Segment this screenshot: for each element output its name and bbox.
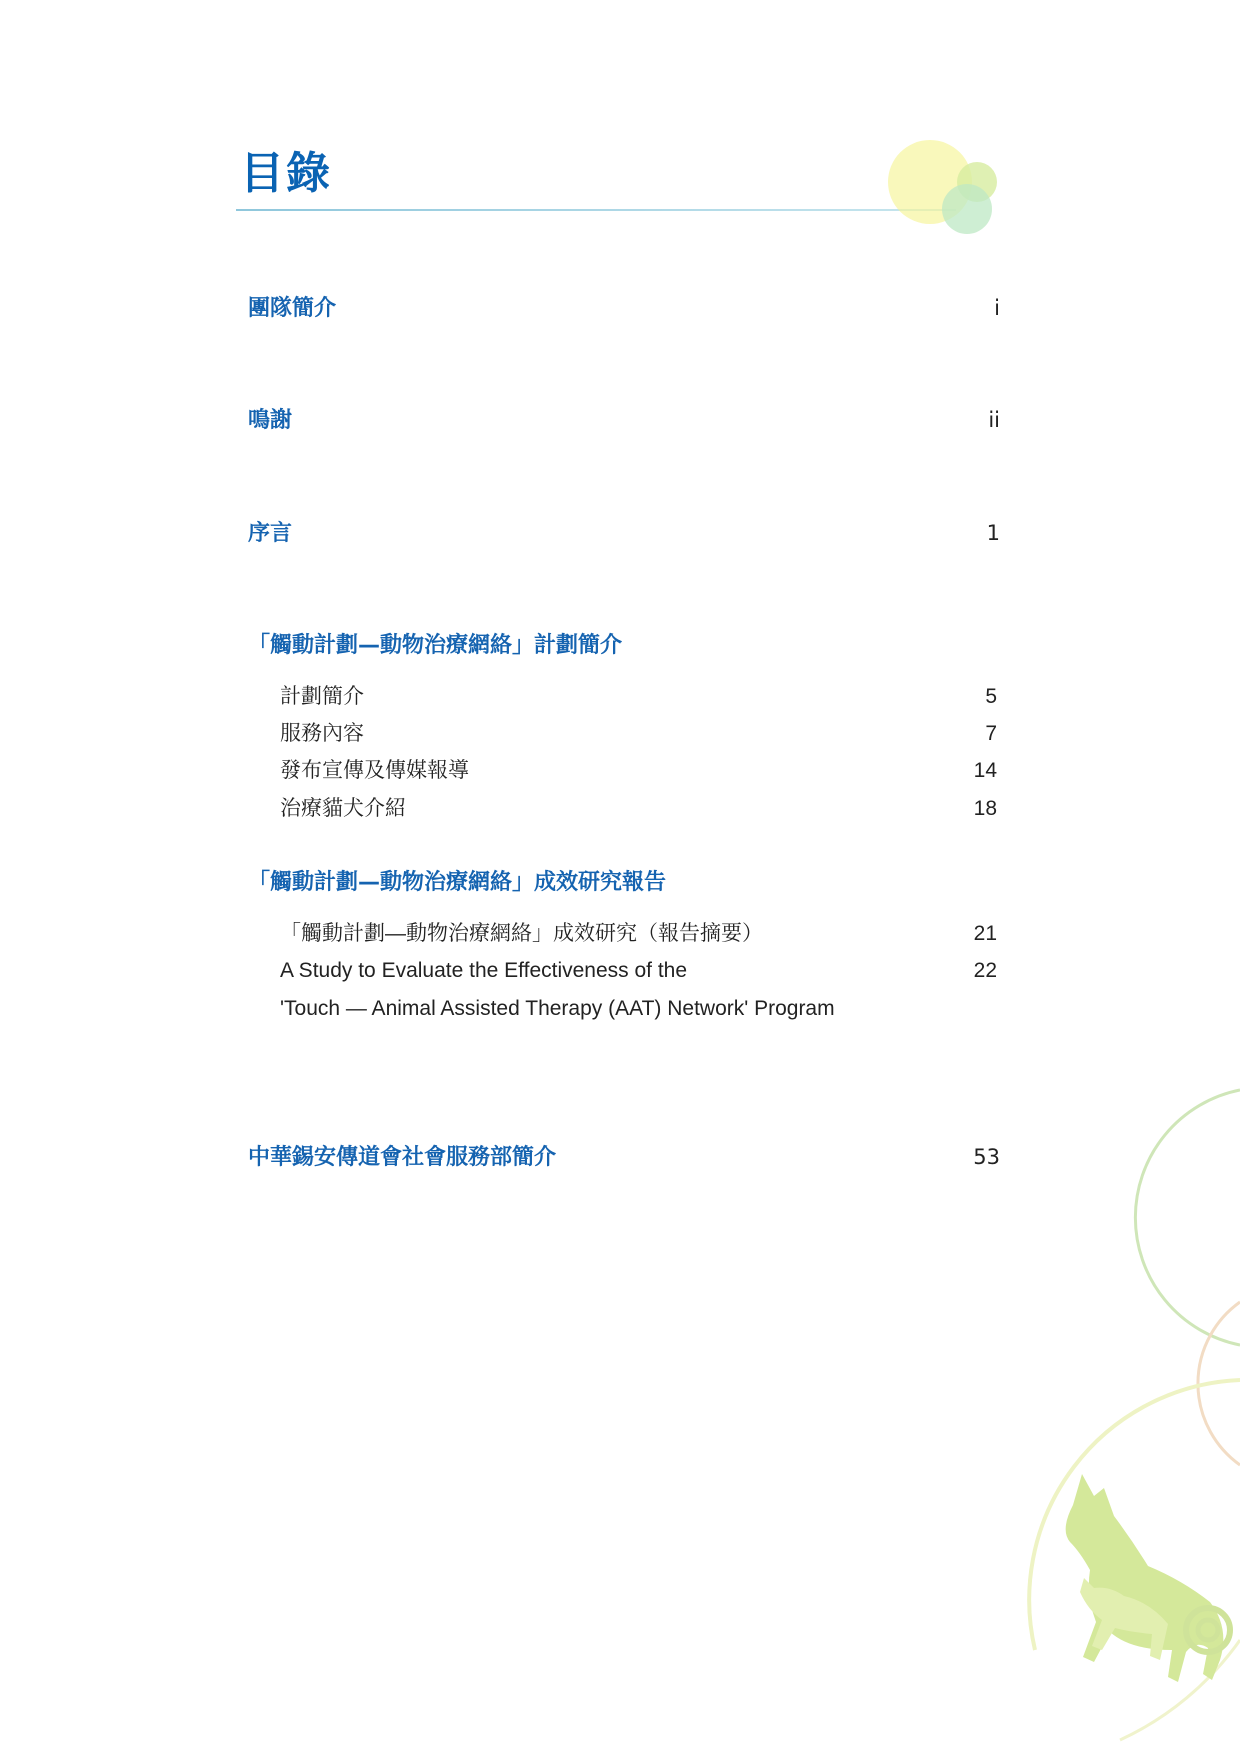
toc-entry-label: 治療貓犬介紹	[280, 797, 406, 820]
toc-page-number: 18	[973, 797, 997, 820]
toc-entry-label: A Study to Evaluate the Effectiveness of the	[280, 959, 688, 982]
toc-section-label: 中華錫安傳道會社會服務部簡介	[248, 1145, 557, 1170]
toc-page-number: 7	[985, 722, 997, 745]
toc-page-number: 21	[973, 922, 997, 945]
toc-section-label: 鳴謝	[248, 408, 293, 433]
toc-page-number: 22	[973, 959, 997, 982]
toc-page-number: 1	[986, 521, 1000, 545]
page-title: 目錄	[240, 148, 332, 199]
toc-page-number: i	[994, 296, 1000, 320]
toc-section-label: 團隊簡介	[248, 296, 337, 321]
toc-section-label: 序言	[248, 521, 293, 546]
toc-page-number: 53	[973, 1145, 1000, 1169]
toc-entry-label: 服務內容	[280, 722, 364, 745]
toc-entry-label: 'Touch — Animal Assisted Therapy (AAT) Network' Program	[280, 997, 835, 1020]
toc-section-label: 「觸動計劃—動物治療網絡」成效研究報告	[248, 870, 667, 895]
toc-section-label: 「觸動計劃—動物治療網絡」計劃簡介	[248, 633, 623, 658]
toc-entry-label: 發布宣傳及傳媒報導	[280, 759, 469, 782]
toc-entry-label: 「觸動計劃—動物治療網絡」成效研究（報告摘要）	[280, 922, 763, 945]
toc-page-number: ii	[988, 408, 1000, 432]
toc-page-number: 5	[985, 685, 997, 708]
toc-entry-label: 計劃簡介	[280, 685, 364, 708]
toc-page-number: 14	[973, 759, 997, 782]
